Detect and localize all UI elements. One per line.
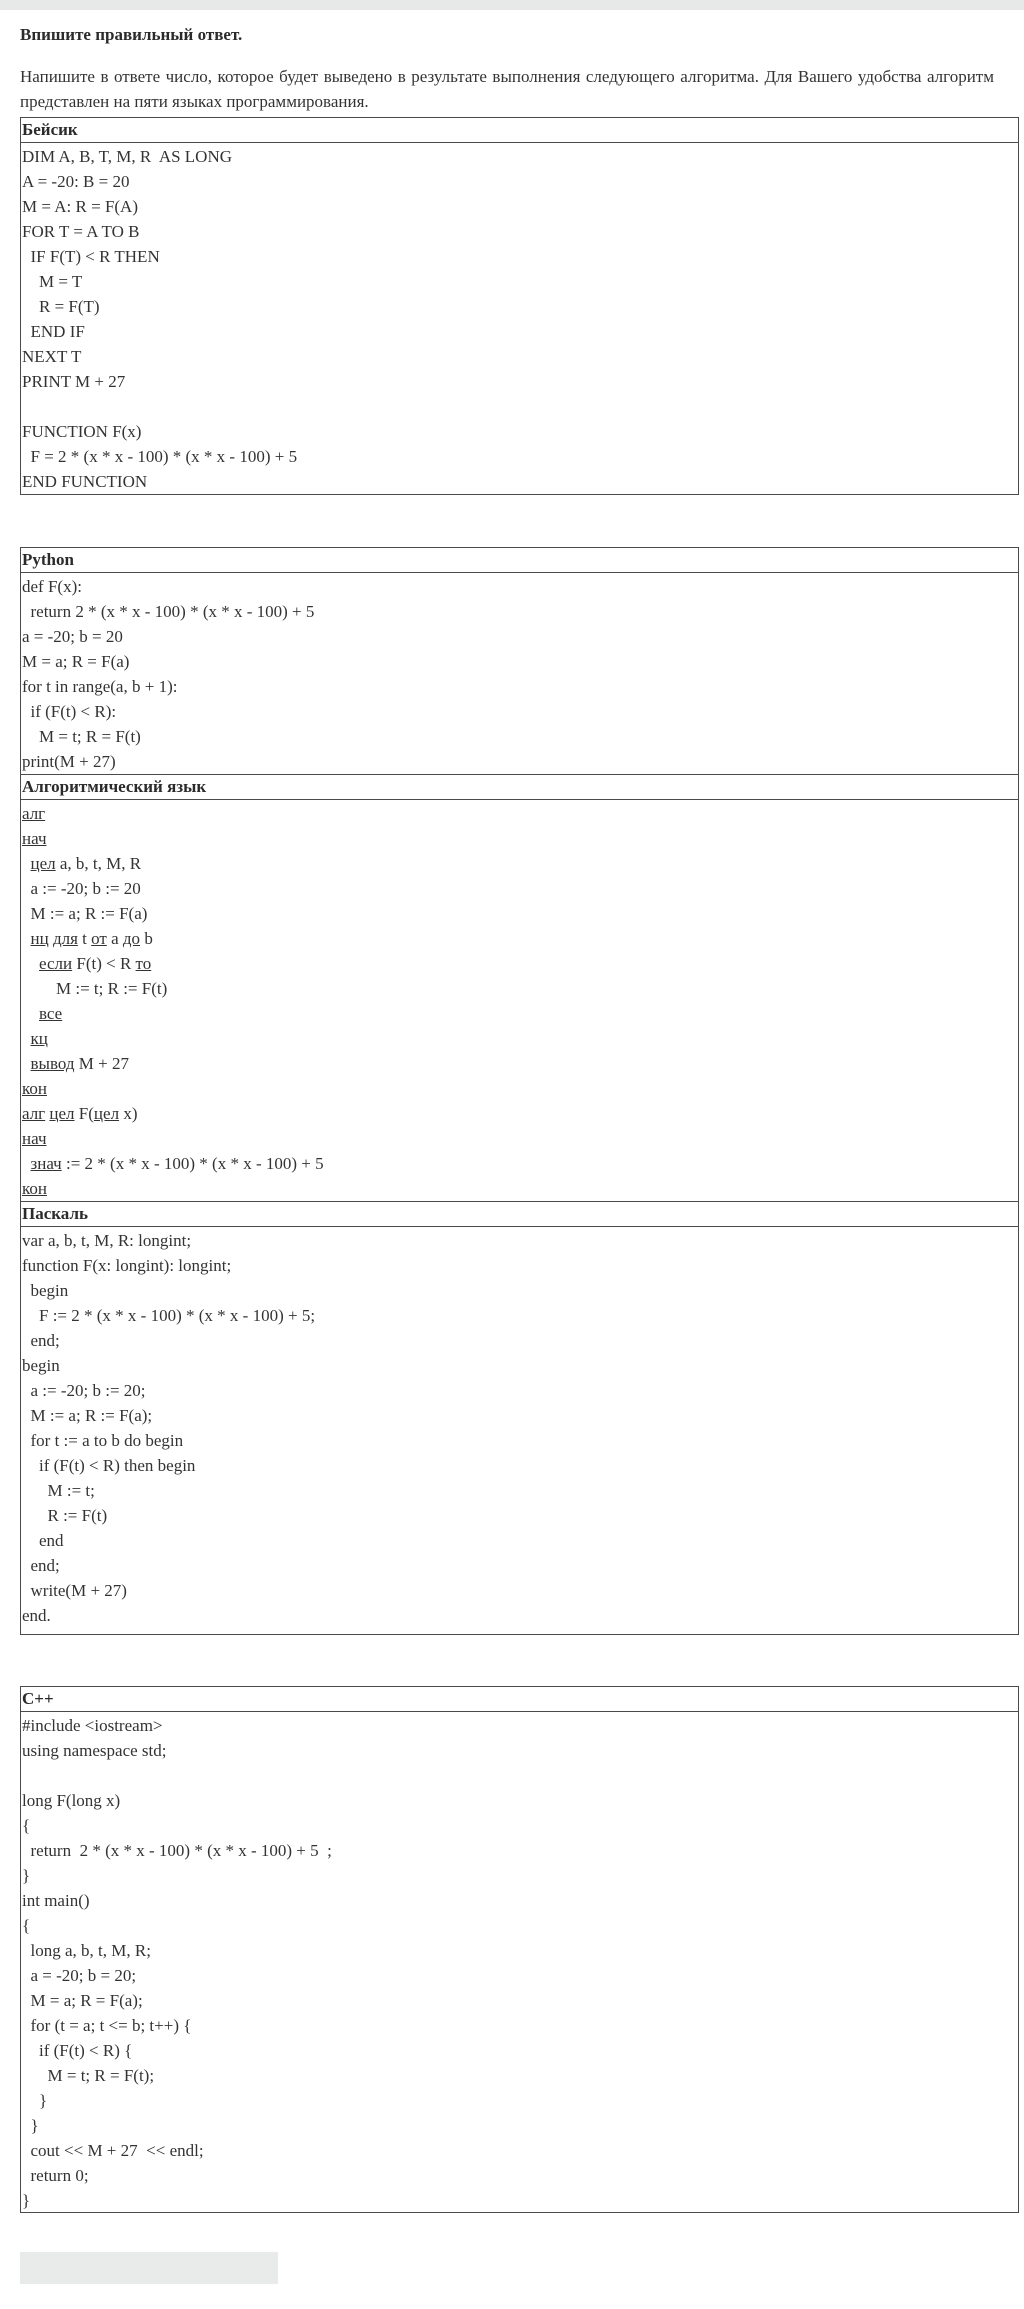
pascal-code-line: end. [22, 1606, 51, 1625]
basic-code-line: END FUNCTION [22, 472, 148, 491]
cpp-code-line: return 0; [22, 2166, 89, 2185]
code-text: F(t) < R [72, 954, 136, 973]
python-code-line: print(M + 27) [22, 752, 116, 771]
code-text [22, 954, 39, 973]
basic-code-line: FOR T = A TO B [22, 222, 140, 241]
instruction-title: Впишите правильный ответ. [20, 25, 243, 44]
pascal-code-line: end [22, 1531, 64, 1550]
task-description: Напишите в ответе число, которое будет выведено в результате выполнения следующего алгоритма. Для Вашего удобства алгоритм представлен на пяти языках программирования. [20, 67, 994, 111]
cpp-code-line: M = a; R = F(a); [22, 1991, 143, 2010]
pascal-code-line: end; [22, 1556, 60, 1575]
algorithmic-code-line [22, 1126, 1018, 1151]
cpp-code-line: return 2 * (x * x - 100) * (x * x - 100) + 5 ; [22, 1841, 332, 1860]
keyword: алг [22, 804, 46, 823]
keyword: все [39, 1004, 63, 1023]
keyword: нач [22, 1129, 47, 1148]
python-header: Python [21, 548, 1018, 573]
pascal-code-line: function F(x: longint): longint; [22, 1256, 232, 1275]
code-text: M := a; R := F(a) [22, 904, 148, 923]
python-code-line: def F(x): [22, 577, 82, 596]
code-text [22, 1054, 31, 1073]
python-code-line: return 2 * (x * x - 100) * (x * x - 100) + 5 [22, 602, 315, 621]
python-code-line: if (F(t) < R): [22, 702, 117, 721]
algorithmic-code-line [22, 876, 1018, 901]
cpp-code-line: #include <iostream> [22, 1716, 163, 1735]
pascal-code-line: write(M + 27) [22, 1581, 127, 1600]
keyword: цел [30, 854, 56, 873]
pascal-code-line: F := 2 * (x * x - 100) * (x * x - 100) + 5; [22, 1306, 316, 1325]
keyword: от [91, 929, 107, 948]
pascal-code [21, 1227, 1018, 1628]
code-text: a := -20; b := 20 [22, 879, 141, 898]
algorithmic-code-line [22, 1076, 1018, 1101]
code-text: F( [74, 1104, 94, 1123]
basic-code-line [22, 394, 1018, 419]
pascal-code-line: M := t; [22, 1481, 95, 1500]
pascal-code-line: end; [22, 1331, 60, 1350]
cpp-code-line: if (F(t) < R) { [22, 2041, 133, 2060]
cpp-code-line: int main() [22, 1891, 90, 1910]
basic-code [21, 143, 1018, 494]
basic-code-line: F = 2 * (x * x - 100) * (x * x - 100) + 5 [22, 447, 298, 466]
pascal-code-line: for t := a to b do begin [22, 1431, 184, 1450]
keyword: нц [30, 929, 49, 948]
cpp-header: C++ [21, 1687, 1018, 1712]
pascal-code-line: a := -20; b := 20; [22, 1381, 146, 1400]
cpp-code-line: } [22, 2191, 31, 2210]
cpp-code-table [20, 1686, 1019, 2213]
cpp-code-line: long F(long x) [22, 1791, 121, 1810]
code-text: a, b, t, M, R [55, 854, 142, 873]
python-code-line: a = -20; b = 20 [22, 627, 123, 646]
pascal-code-line: if (F(t) < R) then begin [22, 1456, 196, 1475]
algorithmic-code-line [22, 1051, 1018, 1076]
cpp-code-line: for (t = a; t <= b; t++) { [22, 2016, 192, 2035]
keyword: до [122, 929, 141, 948]
cpp-code-line [22, 1763, 1018, 1788]
algorithmic-code-line [22, 926, 1018, 951]
pascal-code-line: R := F(t) [22, 1506, 108, 1525]
keyword: кон [22, 1079, 47, 1098]
keyword: для [52, 929, 78, 948]
basic-code-line: DIM A, B, T, M, R AS LONG [22, 147, 233, 166]
cpp-code-line: { [22, 1816, 31, 1835]
code-text: x) [119, 1104, 138, 1123]
basic-code-line: PRINT M + 27 [22, 372, 126, 391]
code-text [22, 1004, 39, 1023]
keyword: алг [22, 1104, 46, 1123]
code-text: M + 27 [74, 1054, 129, 1073]
keyword: вывод [30, 1054, 75, 1073]
pascal-header: Паскаль [21, 1201, 1018, 1227]
pascal-code-line: begin [22, 1356, 60, 1375]
keyword: если [39, 954, 73, 973]
cpp-code-line: a = -20; b = 20; [22, 1966, 137, 1985]
algorithmic-header: Алгоритмический язык [21, 774, 1018, 800]
code-text: := 2 * (x * x - 100) * (x * x - 100) + 5 [61, 1154, 324, 1173]
code-text [22, 929, 31, 948]
keyword: кц [30, 1029, 48, 1048]
cpp-code-line: cout << M + 27 << endl; [22, 2141, 204, 2160]
python-code-line: M = t; R = F(t) [22, 727, 141, 746]
cpp-code-line: using namespace std; [22, 1741, 167, 1760]
algorithmic-code-line [22, 1176, 1018, 1201]
python-code-line: for t in range(a, b + 1): [22, 677, 178, 696]
basic-header: Бейсик [21, 118, 1018, 143]
code-text: M := t; R := F(t) [22, 979, 168, 998]
pascal-code-line: begin [22, 1281, 69, 1300]
code-text: a [106, 929, 123, 948]
pascal-code-line: M := a; R := F(a); [22, 1406, 153, 1425]
keyword: кон [22, 1179, 47, 1198]
algorithmic-code [21, 800, 1018, 1201]
algorithmic-code-line [22, 851, 1018, 876]
basic-code-line: IF F(T) < R THEN [22, 247, 160, 266]
cpp-code-line: } [22, 2116, 39, 2135]
cpp-code-line: } [22, 2091, 48, 2110]
algorithmic-code-line [22, 976, 1018, 1001]
pascal-code-line: var a, b, t, M, R: longint; [22, 1231, 192, 1250]
cpp-code [21, 1712, 1018, 2213]
algorithmic-code-line [22, 1151, 1018, 1176]
code-text [22, 854, 31, 873]
code-text [22, 1029, 31, 1048]
algorithmic-code-line [22, 801, 1018, 826]
basic-code-line: R = F(T) [22, 297, 100, 316]
keyword: знач [30, 1154, 62, 1173]
keyword: нач [22, 829, 47, 848]
algorithmic-code-line [22, 901, 1018, 926]
keyword: то [135, 954, 152, 973]
cpp-code-line: } [22, 1866, 31, 1885]
basic-code-line: A = -20: B = 20 [22, 172, 130, 191]
cpp-code-line: M = t; R = F(t); [22, 2066, 155, 2085]
algorithmic-code-line [22, 1001, 1018, 1026]
keyword: цел [93, 1104, 120, 1123]
basic-code-line: NEXT T [22, 347, 82, 366]
python-code [21, 573, 1018, 774]
answer-input[interactable] [20, 2252, 278, 2284]
code-text: t [77, 929, 92, 948]
multi-lang-code-table [20, 547, 1019, 1635]
basic-code-line: FUNCTION F(x) [22, 422, 142, 441]
algorithmic-code-line [22, 1101, 1018, 1126]
algorithmic-code-line [22, 951, 1018, 976]
algorithmic-code-line [22, 826, 1018, 851]
top-strip [0, 0, 1024, 10]
basic-code-line: END IF [22, 322, 85, 341]
basic-code-table [20, 117, 1019, 495]
keyword: цел [49, 1104, 75, 1123]
code-text [22, 1154, 31, 1173]
basic-code-line: M = A: R = F(A) [22, 197, 138, 216]
algorithmic-code-line [22, 1026, 1018, 1051]
code-text: b [140, 929, 153, 948]
cpp-code-line: long a, b, t, M, R; [22, 1941, 151, 1960]
basic-code-line: M = T [22, 272, 83, 291]
python-code-line: M = a; R = F(a) [22, 652, 130, 671]
cpp-code-line: { [22, 1916, 31, 1935]
